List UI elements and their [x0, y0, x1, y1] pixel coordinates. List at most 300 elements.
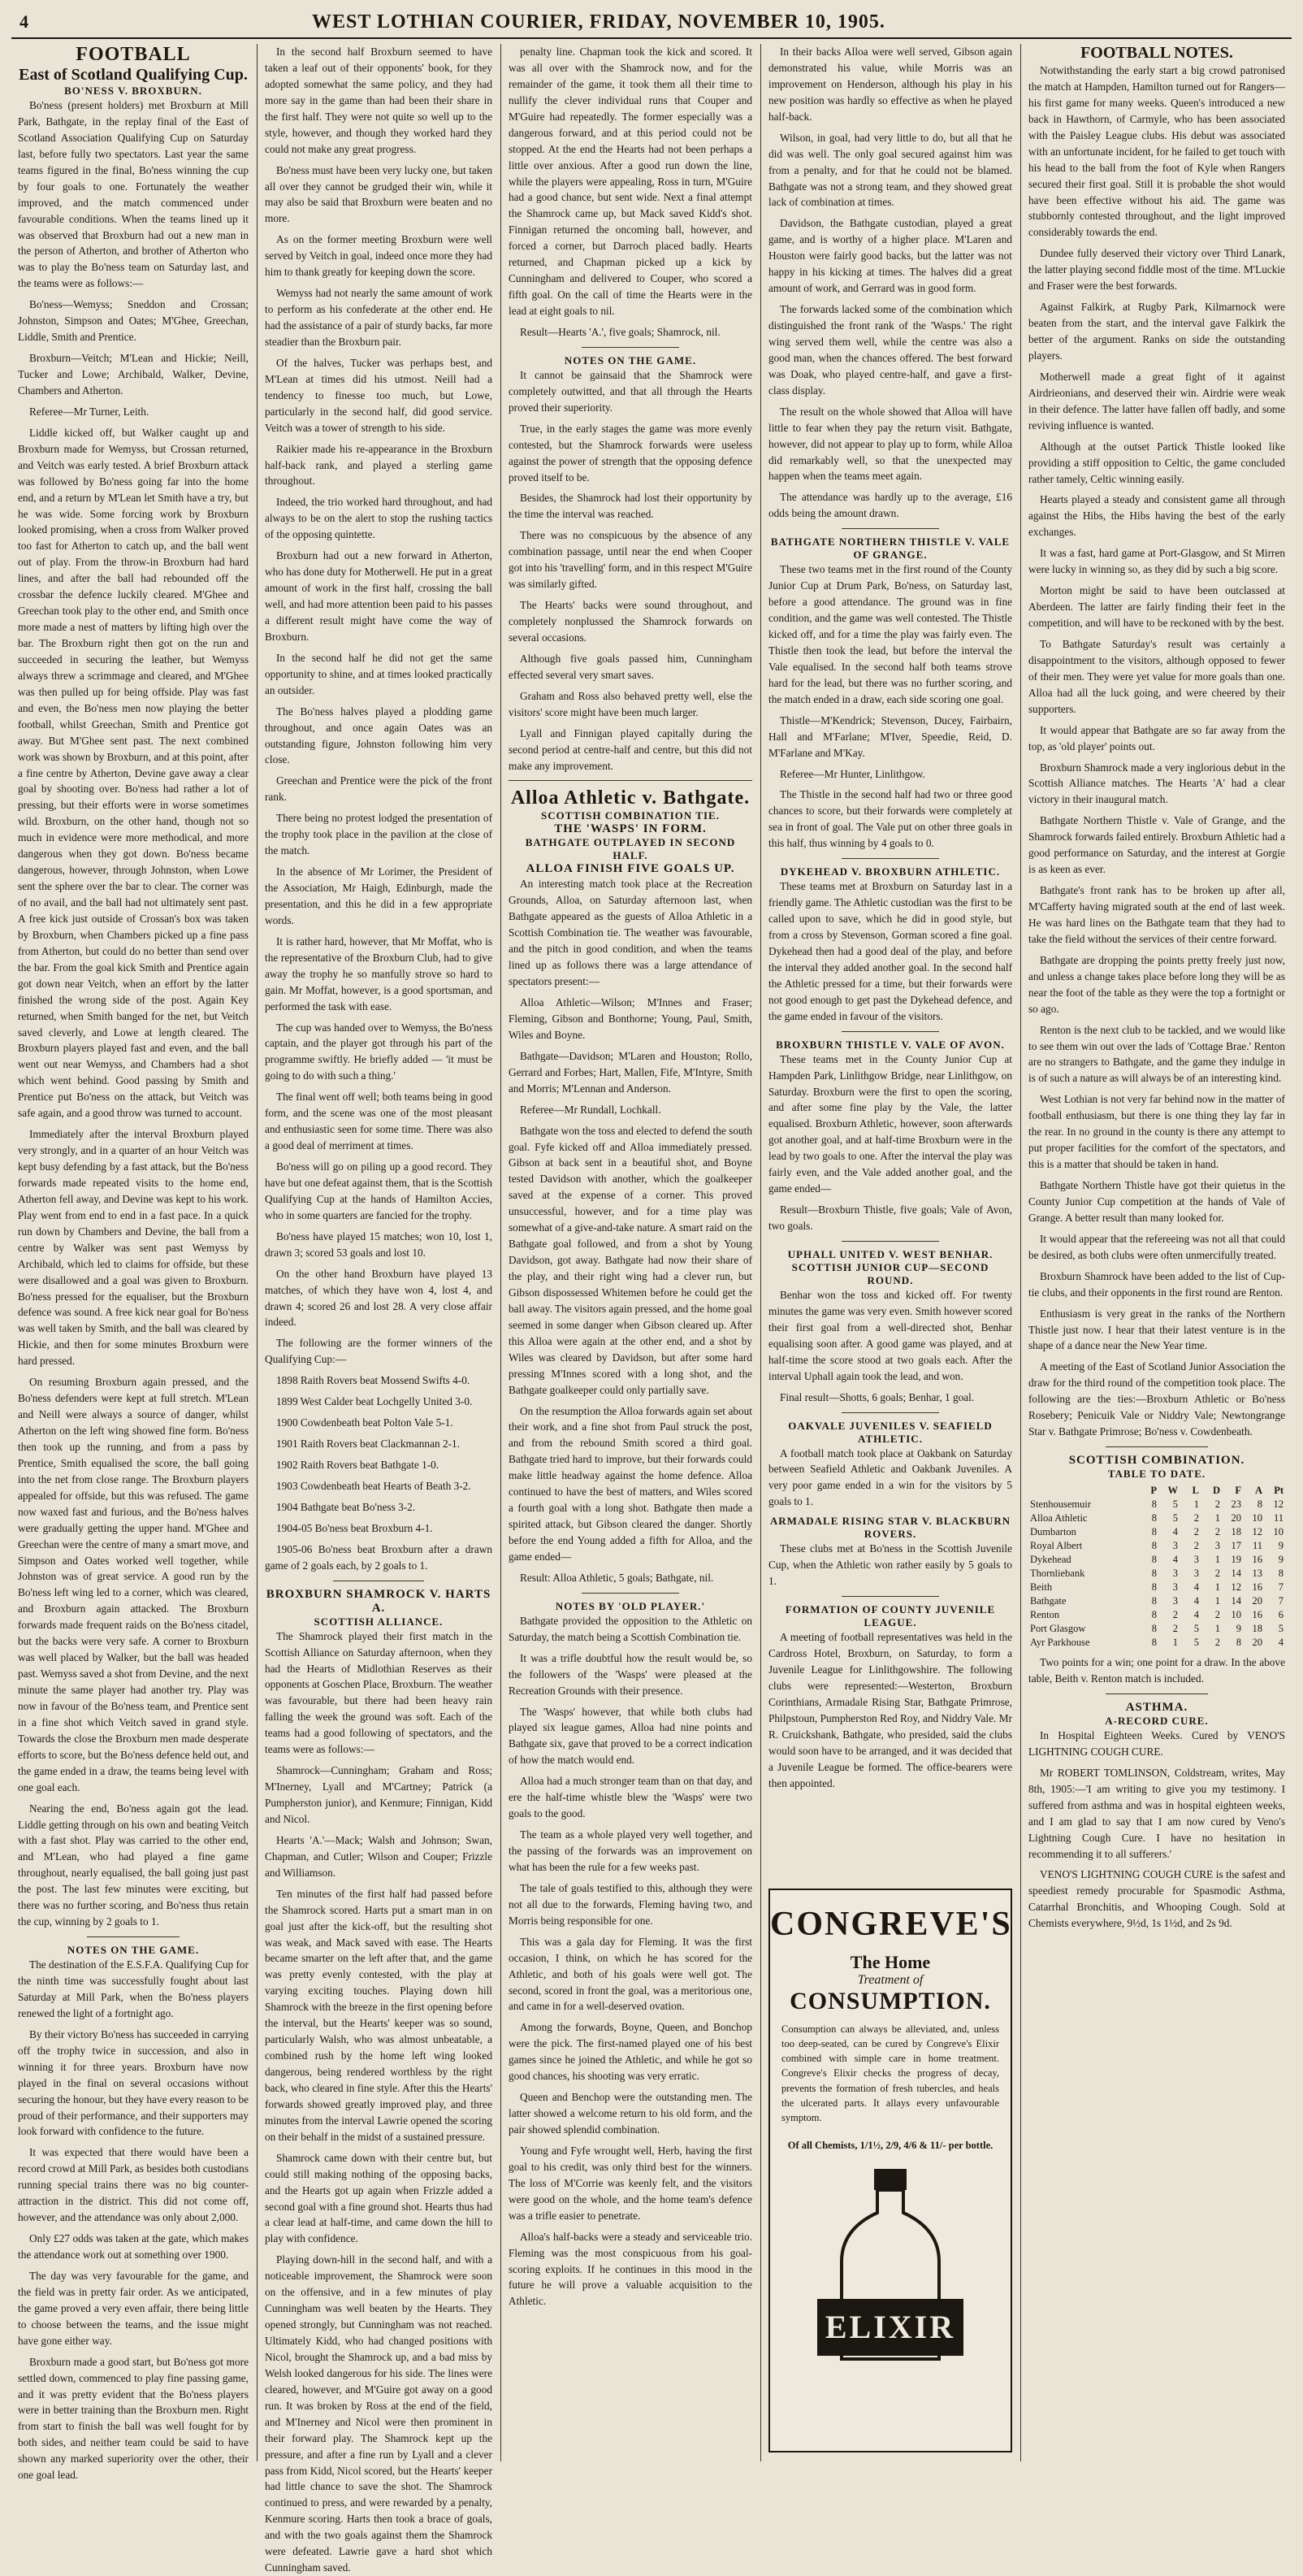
table-row [1028, 1525, 1285, 1539]
league-cell: 2 [1193, 1540, 1199, 1552]
league-team-name: Renton [1030, 1609, 1060, 1621]
paragraph: Broxburn made a good start, but Bo'ness got more settled down, commenced to play fine passing game, and it was pretty evident that the Bo'ness players were in better training than the Broxburn men. Right from start to finish the ball was well fought for by both sides, and neither team could be said to have shown any marked superiority over the other, their one goal lead. [18, 2355, 249, 2482]
article-subheading: THE 'WASPS' IN FORM. [554, 822, 707, 836]
divider [842, 858, 939, 859]
league-cell: 4 [1193, 1609, 1199, 1621]
paragraph: Besides, the Shamrock had lost their opportunity by the time the interval was reached. [509, 492, 752, 521]
advert-body: Consumption can always be alleviated, and, unless too deep-seated, can be cured by Congreve's Elixir combined with simple care in home treatment. Congreve's Elixir checks the progress of decay, prevents the formation of fresh tubercles, and heals the ulcerated parts. It allays every unfavourable symptom. [781, 2023, 999, 2123]
league-cell: 14 [1231, 1568, 1241, 1580]
notes-body [509, 1613, 752, 2138]
paragraph: The destination of the E.S.F.A. Qualifying Cup for the ninth time was successfully fought about last Saturday at Mill Park, when the Bo'ness players renewed the light of a fortnight ago. [18, 1958, 249, 2019]
notes-heading: NOTES BY 'OLD PLAYER.' [555, 1599, 706, 1612]
paragraph: 1903 Cowdenbeath beat Hearts of Beath 3-2. [276, 1479, 471, 1492]
paragraph: VENO'S LIGHTNING COUGH CURE is the safest and speediest remedy procurable for Spasmodic Asthma, Catarrhal Bronchitis, and Whooping Cough. Sold at Chemists everywhere, 9½d, 1s 1½d, and 2s 9d. [1028, 1868, 1285, 1930]
league-cell: 2 [1193, 1512, 1199, 1524]
notes-body [509, 2143, 752, 2309]
column-5 [1022, 44, 1292, 2461]
paragraph: Wilson, in goal, had very little to do, but all that he did was well. The only goal secured against him was from a penalty, and for that he could not be blamed. Bathgate was not a strong team, and they showed great lack of combination at times. [768, 131, 1012, 209]
league-cell: 5 [1172, 1512, 1178, 1524]
paragraph: Greechan and Prentice were the pick of the front rank. [265, 774, 492, 804]
league-header-cell: F [1235, 1485, 1241, 1497]
table-row [1028, 1553, 1285, 1567]
league-team-name: Port Glasgow [1030, 1623, 1086, 1635]
table-row [1028, 1498, 1285, 1511]
elixir-bottle-illustration [817, 2164, 963, 2367]
league-header-cell: W [1167, 1485, 1178, 1497]
section-heading: FOOTBALL [76, 44, 191, 65]
league-cell: 2 [1214, 1498, 1220, 1511]
league-cell: 5 [1193, 1637, 1199, 1649]
league-header-cell: P [1150, 1485, 1157, 1497]
paragraph: By their victory Bo'ness has succeeded in carrying off the trophy twice in succession, and also in winning it for three years. Broxburn have now played in the final on several occasions without securing the honour, but they have every reason to be proud of their performance, and their supporters may look forward with confidence to the future. [18, 2027, 249, 2138]
article-subheading: BO'NESS V. BROXBURN. [64, 85, 202, 97]
paragraph: There being no protest lodged the presentation of the trophy took place in the pavilion at the close of the match. [265, 812, 492, 857]
paragraph: Notwithstanding the early start a big crowd patronised the match at Hampden, Hamilton turned out for Rangers—his first game for many weeks. Queen's introduced a new back in Hawthorn, of Carmyle, who has been associated with the Paisley League clubs. His debut was associated with an unfortunate incident, for he failed to get touch with his head to the ball from the foot of Kyle when Rangers secured their first goal. Still it is probable the shot would have been effective without his aid. The game was stubbornly contested throughout, and the light improved considerably towards the end. [1028, 64, 1285, 239]
paragraph: Final result—Shotts, 6 goals; Benhar, 1 goal. [780, 1390, 975, 1403]
paragraph: Lyall and Finnigan played capitally during the second period at centre-half and centre, but this did not make any improvement. [509, 726, 752, 772]
article-body [18, 98, 249, 1930]
paragraph: It would appear that the refereeing was not all that could be desired, as both clubs were often unmercifully treated. [1028, 1232, 1285, 1261]
league-cell: 3 [1193, 1554, 1199, 1566]
article-body [265, 1628, 492, 2576]
league-cell: 5 [1172, 1498, 1178, 1511]
league-cell: 3 [1172, 1595, 1178, 1607]
article-headline: East of Scotland Qualifying Cup. [19, 66, 248, 84]
article-headline: OAKVALE JUVENILES V. SEAFIELD ATHLETIC. [788, 1419, 993, 1445]
article-headline: BROXBURN SHAMROCK V. HARTS A. [266, 1587, 491, 1615]
article-headline: BROXBURN THISTLE V. VALE OF AVON. [776, 1038, 1005, 1051]
paragraph: Bo'ness (present holders) met Broxburn at Mill Park, Bathgate, in the replay final of the East of Scotland Association Qualifying Cup on Saturday last, before fully two spectators. Last year the same teams figured in the final, Bo'ness winning the cup by four goals to one. Fortunately the weather improved, and the match commenced under favourable conditions. When the teams lined up it was observed that Broxburn had out a new man in the person of Atherton, and brother of Atherton who was to play the Bo'ness team on Saturday last, and the teams were as follows:— [18, 99, 249, 290]
paragraph: In the second half Broxburn seemed to have taken a leaf out of their opponents' book, for they adopted somewhat the same policy, and they had more say in the game than had been their share in the first half. They were not quite so well up to the style, however, and though they worked hard they could not make any great progress. [265, 46, 492, 155]
advert-product-name: ELIXIR [817, 2299, 963, 2356]
paragraph: As on the former meeting Broxburn were well served by Veitch in goal, indeed once more they had him to thank greatly for keeping down the score. [265, 233, 492, 279]
paragraph: Hearts played a steady and consistent game all through against the Hibs, the Hibs having the best of the early exchanges. [1028, 493, 1285, 539]
league-cell: 23 [1231, 1498, 1241, 1511]
paragraph: The cup was handed over to Wemyss, the Bo'ness captain, and the player got through his part of the programme swiftly. He briefly added — 'it must be going to do with such a thing.' [265, 1021, 492, 1082]
paragraph: On resuming Broxburn again pressed, and the Bo'ness defenders were kept at full stretch. M'Lean and Neill were always a source of danger, whilst Atherton on the left wing showed fine form. Bo'ness then took up the running, and from a pass by Prentice, Smith equalised the score, the ball going into the net from close range. The Broxburn players appealed for offside, but this was refused. The game now waxed fast and furious, and the Bo'ness halves were gradually getting the upper hand. M'Ghee and Greechan were the centre of many a smart move, and Simpson and Oates worked well together, while Johnston was of great service. A good run by the Bo'ness left wing led to a corner, which was cleared, and Broxburn again attacked. The Broxburn forwards made frequent raids on the Bo'ness citadel, but the backs were very safe. A corner to Broxburn was well placed by Walker, but the ball was headed past. Wemyss saved a shot from Devine, and the next minute the same player had another try. Play was now in favour of the Bo'ness team, and Prentice sent in a fine shot which Veitch saved in grand style. Towards the close the Broxburn men made desperate efforts to score, but the Bo'ness defence held out, and the game ended in a draw, the teams being level with one goal each. [18, 1376, 249, 1793]
paragraph: Mr ROBERT TOMLINSON, Coldstream, writes, May 8th, 1905:—'I am writing to give you my testimony. I suffered from asthma and was in hospital eighteen weeks, and I am glad to say that I am now cured by Veno's Lightning Cough Cure. I have no hesitation in recommending it to all sufferers.' [1028, 1766, 1285, 1860]
league-cell: 12 [1231, 1581, 1241, 1594]
league-table-subheading: TABLE TO DATE. [1107, 1468, 1206, 1481]
paragraph: Broxburn Shamrock have been added to the list of Cup-tie clubs, and their opponents in the first round are Renton. [1028, 1269, 1285, 1299]
paragraph: Result—Broxburn Thistle, five goals; Vale of Avon, two goals. [768, 1203, 1012, 1232]
paragraph: Against Falkirk, at Rugby Park, Kilmarnock were beaten from the start, and the interval gave Falkirk the better of the argument. Ranks on side the outstanding players. [1028, 301, 1285, 362]
divider [842, 1412, 939, 1413]
league-cell: 8 [1151, 1540, 1157, 1552]
article-headline: BATHGATE NORTHERN THISTLE V. VALE OF GRANGE. [770, 536, 1011, 562]
divider [509, 780, 752, 781]
notes-heading: NOTES ON THE GAME. [564, 353, 697, 366]
league-cell: 11 [1273, 1512, 1284, 1524]
article-subheading: SCOTTISH COMBINATION TIE. [541, 809, 720, 822]
paragraph: The result on the whole showed that Alloa will have little to fear when they pay the return visit. Bathgate, however, did not appear to play up to form, while Alloa did remarkably well, so that the unexpected may happen when the teams meet again. [768, 405, 1012, 483]
league-cell: 6 [1278, 1609, 1284, 1621]
paragraph: Broxburn Shamrock made a very inglorious debut in the Scottish Alliance matches. The Hearts 'A' had a clear victory in their inaugural match. [1028, 761, 1285, 806]
league-cell: 12 [1252, 1526, 1262, 1538]
article-body [768, 878, 1012, 1024]
league-cell: 2 [1214, 1568, 1220, 1580]
article-body [768, 1287, 1012, 1406]
paragraph: The final went off well; both teams being in good form, and the scene was one of the most pleasant and enthusiastic seen for some time. There was also a good deal of merriment at times. [265, 1091, 492, 1152]
paragraph: Alloa's half-backs were a steady and serviceable trio. Fleming was the most conspicuous from his goal-scoring exploits. If he continues in this mood in the future he will prove a valuable acquisition to the Athletic. [509, 2230, 752, 2308]
article-body [265, 44, 492, 1368]
advert-tagline: Treatment of [857, 1973, 924, 1987]
divider [1106, 1446, 1208, 1447]
league-table-heading: SCOTTISH COMBINATION. [1068, 1454, 1245, 1468]
paragraph: 1905-06 Bo'ness beat Broxburn after a drawn game of 2 goals each, by 2 goals to 1. [265, 1542, 492, 1572]
paragraph: It cannot be gainsaid that the Shamrock were completely outwitted, and that all through the Hearts proved their superiority. [509, 368, 752, 414]
paragraph: It is rather hard, however, that Mr Moffat, who is the representative of the Broxburn Club, had to give away the trophy he so manfully strove so hard to gain. Mr Moffat, however, is a good sportsman, and performed the task with ease. [265, 935, 492, 1013]
league-cell: 1 [1172, 1637, 1178, 1649]
column-1 [11, 44, 255, 2482]
paragraph: Raikier made his re-appearance in the Broxburn half-back rank, and played a sterling game throughout. [265, 442, 492, 488]
league-cell: 8 [1151, 1595, 1157, 1607]
paragraph: Bathgate's front rank has to be broken up after all, M'Cafferty having migrated south at the end of last week. He was hard lines on the Bathgate team that they had to take the field without the services of their centre forward. [1028, 884, 1285, 945]
paragraph: Although at the outset Partick Thistle looked like providing a stiff opposition to Celtic, the game concluded rather tamely, Celtic winning easily. [1028, 440, 1285, 485]
article-headline: FORMATION OF COUNTY JUVENILE LEAGUE. [785, 1603, 996, 1629]
paragraph: A football match took place at Oakbank on Saturday between Seafield Athletic and Oakbank Juveniles. A very poor game ended in a win for the visitors by 5 goals to 1. [768, 1446, 1012, 1508]
league-cell: 3 [1214, 1540, 1220, 1552]
paragraph: Hearts 'A.'—Mack; Walsh and Johnson; Swan, Chapman, and Cutler; Wilson and Couper; Frizzle and Williamson. [265, 1833, 492, 1879]
paragraph: These two teams met in the first round of the County Junior Cup at Drum Park, Bo'ness, on Saturday last, before a good attendance. The ground was in fine condition, and the game was well contested. The Thistle kicked off, and for a time the play was fairly even. The Thistle then took the lead, but before the interval the Vale equalised. In the second half both teams strove hard for the lead, but there was no further scoring, and the match ended in a draw, each side scoring one goal. [768, 563, 1012, 705]
notes-body [18, 1957, 249, 2483]
divider [842, 1031, 939, 1032]
column-4 [762, 44, 1019, 2461]
league-cell: 1 [1214, 1554, 1220, 1566]
league-cell: 8 [1236, 1637, 1241, 1649]
paragraph: 1898 Raith Rovers beat Mossend Swifts 4-0. [276, 1374, 470, 1387]
paragraph: Of the halves, Tucker was perhaps best, and M'Lean at times did his utmost. Neill had a tendency to finesse too much, but Lowe, particularly in the second half, did good service. Veitch was a tower of strength to his side. [265, 356, 492, 434]
league-cell: 8 [1151, 1526, 1157, 1538]
league-header-cell [1028, 1484, 1137, 1498]
table-row [1028, 1581, 1285, 1594]
league-cell: 16 [1252, 1581, 1262, 1594]
paragraph: Referee—Mr Hunter, Linlithgow. [780, 767, 925, 780]
article-subheading: ALLOA FINISH FIVE GOALS UP. [526, 862, 735, 876]
league-cell: 2 [1214, 1637, 1220, 1649]
table-row [1028, 1539, 1285, 1553]
paragraph: 1901 Raith Rovers beat Clackmannan 2-1. [276, 1438, 460, 1451]
paragraph: Immediately after the interval Broxburn played very strongly, and in a quarter of an hour Veitch was kept busy defending by a fast attack, but the Bo'ness forwards made repeated visits to the home end, Atherton fell away, and Devine was kept to his work. Play went from end to end in a fast pace. In a quick run down by Chambers and Devine, the ball from a centre by Walker was sent past Wemyss by Archibald, which led to claims for offside, but these were disallowed and a goal was given to Broxburn. Bo'ness pressed for the equaliser, but the Broxburn defence was sound. A free kick near goal for Bo'ness was well taken by Smith, and the ball was cleared by Hickie, and then for some minutes Broxburn were hard pressed. [18, 1128, 249, 1368]
league-cell: 2 [1172, 1609, 1178, 1621]
advert-subheading: A-RECORD CURE. [1105, 1714, 1209, 1727]
paragraph: The Bo'ness halves played a plodding game throughout, and once again Oates was an outstanding figure, Johnston following him very close. [265, 705, 492, 766]
paragraph: Shamrock came down with their centre but, but could still making nothing of the opposing backs, and the Hearts got up again when Frizzle added a second goal with a fine ground shot. Hearts thus had a clear lead at half-time, and came down the hill to play with confidence. [265, 2151, 492, 2245]
paragraph: The tale of goals testified to this, although they were not all due to the forwards, Fleming having two, and Morris being responsible for one. [509, 1881, 752, 1927]
league-cell: 4 [1172, 1554, 1178, 1566]
paragraph: The attendance was hardly up to the average, £16 odds being the amount drawn. [768, 491, 1012, 520]
paragraph: Bathgate won the toss and elected to defend the south goal. Fyfe kicked off and Alloa immediately pressed. Gibson at back sent in a beautiful shot, and Boyne tested Davidson with another, which the goalkeeper saved at the expense of a corner. This proved unsuccessful, however, and for a time play was somewhat of a give-and-take nature. A smart raid on the Bathgate goal followed, and from a shot by Young Davidson, got away. Bathgate had now their share of the play, and their right wing had a clever run, but Gibson dispossessed Whitemen before he could get the ball away. The visitors again pressed, and the home goal seemed in some danger when Gibson cleared up. After this Alloa were again at the other end, and a shot by Wiles was cleared by Davidson, but after some hard pressing M'Innes scored with a long shot, and the Bathgate goalkeeper could only partially save. [509, 1124, 752, 1396]
league-cell: 19 [1231, 1554, 1241, 1566]
paragraph: Bo'ness have played 15 matches; won 10, lost 1, drawn 3; scored 53 goals and lost 10. [265, 1229, 492, 1259]
league-team-name: Dykehead [1030, 1554, 1071, 1566]
article-subheading: BATHGATE OUTPLAYED IN SECOND HALF. [525, 836, 736, 862]
page-number: 4 [19, 11, 28, 32]
league-cell: 20 [1252, 1637, 1262, 1649]
league-cell: 8 [1151, 1568, 1157, 1580]
league-cell: 16 [1252, 1609, 1262, 1621]
league-cell: 9 [1278, 1540, 1284, 1552]
paragraph: The team as a whole played very well together, and the passing of the forwards was an improvement on what has been the rule for a few weeks past. [509, 1828, 752, 1873]
paragraph: The 'Wasps' however, that while both clubs had played six league games, Alloa had nine points and Bathgate six, gave that proved to be a correct indication of how the match would end. [509, 1705, 752, 1767]
paragraph: This was a gala day for Fleming. It was the first occasion, I think, on which he has scored for the Athletic, and both of his goals were well got. The second, scored in front the goal, was a meritorious one, and came in for a well-deserved ovation. [509, 1935, 752, 2013]
paragraph: Motherwell made a great fight of it against Airdrieonians, and deserved their win. Airdrie were weak in their defence. The latter have fallen off badly, and some reviving influence is wanted. [1028, 370, 1285, 432]
article-body [1028, 63, 1285, 1440]
article-subheading: SCOTTISH ALLIANCE. [314, 1615, 444, 1628]
paragraph: In the absence of Mr Lorimer, the President of the Association, Mr Haigh, Edinburgh, made the presentation, and this he did in a few appropriate words. [265, 865, 492, 926]
divider [842, 1596, 939, 1597]
article-headline: ARMADALE RISING STAR V. BLACKBURN ROVERS. [769, 1515, 1011, 1541]
paragraph: 1900 Cowdenbeath beat Polton Vale 5-1. [276, 1416, 453, 1429]
column-rule [760, 44, 761, 2461]
league-cell: 4 [1278, 1637, 1284, 1649]
divider [87, 1936, 180, 1937]
paragraph: The Shamrock played their first match in the Scottish Alliance on Saturday afternoon, when they had the Hearts of Midlothian Reserves as their opponents at Goschen Place, Broxburn. The weather was favourable, but there had been heavy rain falling the week the ground was soft. Each of the teams had a good following of spectators, and the teams were as follows:— [265, 1629, 492, 1756]
article-body [768, 562, 1012, 852]
league-table-body [1028, 1498, 1285, 1650]
paragraph: Result—Hearts 'A.', five goals; Shamrock, nil. [520, 325, 721, 338]
paragraph: Referee—Mr Turner, Leith. [29, 405, 149, 418]
paragraph: Result: Alloa Athletic, 5 goals; Bathgate, nil. [520, 1571, 714, 1584]
paragraph: Young and Fyfe wrought well, Herb, having the first goal to his credit, was only third best for the winners. The loss of M'Corrie was keenly felt, and the visitors were good on the whole, and the home team's defence was a trifle easier to penetrate. [509, 2144, 752, 2222]
paragraph: Morton might be said to have been outclassed at Aberdeen. The latter are fairly finding their feet in the competition, and will have to be reckoned with by the best. [1028, 584, 1285, 629]
league-team-name: Bathgate [1030, 1595, 1067, 1607]
table-row [1028, 1636, 1285, 1650]
paragraph: 1904-05 Bo'ness beat Broxburn 4-1. [276, 1521, 433, 1534]
league-cell: 11 [1252, 1540, 1262, 1552]
paragraph: It was a fast, hard game at Port-Glasgow, and St Mirren were lucky in winning so, as they did by such a big score. [1028, 547, 1285, 576]
paragraph: Bathgate—Davidson; M'Laren and Houston; Rollo, Gerrard and Forbes; Hart, Mallen, Fife, M'Intyre, Smith and Morris; M'Lennan and Anderson. [509, 1049, 752, 1095]
article-body [768, 1629, 1012, 1791]
paragraph: Dundee fully deserved their victory over Third Lanark, the latter playing second fiddle most of the time. M'Luckie and Fraser were the best forwards. [1028, 247, 1285, 293]
paragraph: It was a trifle doubtful how the result would be, so the followers of the 'Wasps' were pleased at the Recreation Grounds with their presence. [509, 1651, 752, 1697]
league-cell: 8 [1278, 1568, 1284, 1580]
league-cell: 8 [1151, 1609, 1157, 1621]
league-cell: 4 [1172, 1526, 1178, 1538]
paragraph: Playing down-hill in the second half, and with a noticeable improvement, the Shamrock were soon on the offensive, and in a few minutes of play Cunningham was well beaten by the Hearts. They opened strongly, but Cunningham was not reached. Ultimately Kidd, who had changed positions with Nicol, brought the Shamrock up, and a bad miss by Welsh looked dangerous for his side. The lines were cleared, however, and M'Guire got away on a good run. It was broken by Ross at the end of the field, and M'Inerney and Nicol were then prominent in their forward play. The Shamrock kept up the pressure, and after a fine run by Lyall and a clever pass from Kidd, Nicol scored, but the Hearts' keeper had little chance to save the shot. The Shamrock continued to press, and were rewarded by a penalty, Kenmure scoring. Harts then took a brace of goals, and with the two goals against them the Shamrock were defeated. Lawrie gave a hard shot which Cunningham saved. [265, 2253, 492, 2574]
paragraph: The day was very favourable for the game, and the field was in pretty fair order. As we anticipated, the game proved a very even affair, there being little to choose between the teams, and the issue might have gone either way. [18, 2269, 249, 2347]
league-cell: 20 [1231, 1512, 1241, 1524]
table-row [1028, 1622, 1285, 1636]
league-cell: 10 [1252, 1512, 1262, 1524]
article-headline: UPHALL UNITED V. WEST BENHAR. [787, 1247, 993, 1260]
league-cell: 8 [1151, 1623, 1157, 1635]
league-header-cell: L [1192, 1485, 1199, 1497]
notes-heading: NOTES ON THE GAME. [67, 1944, 200, 1957]
paragraph: Indeed, the trio worked hard throughout, and had always to be on the alert to stop the rushing tactics of the opposing quintette. [265, 496, 492, 541]
advert-body [1028, 1728, 1285, 1932]
paragraph: Bo'ness will go on piling up a good record. They have but one defeat against them, that is the Scottish Qualifying Cup at the hands of Hamilton Accies, who in some quarters are fancied for the trophy. [265, 1160, 492, 1221]
paragraph: There was no conspicuous by the absence of any combination passage, until near the end when Cooper got into his 'travelling' form, and in this respect M'Guire was similarly gifted. [509, 529, 752, 591]
article-body [768, 1446, 1012, 1511]
league-cell: 5 [1193, 1623, 1199, 1635]
paragraph: Shamrock—Cunningham; Graham and Ross; M'Inerney, Lyall and M'Cartney; Patrick (a Pumpherston junior), and Kenmure; Finnigan, Kidd and Nicol. [265, 1764, 492, 1825]
advert-tagline: The Home [850, 1952, 931, 1972]
paragraph: Enthusiasm is very great in the ranks of the Northern Thistle just now. I hear that their latest venture is in the shape of a dance near the New Year time. [1028, 1307, 1285, 1352]
columns [11, 44, 1292, 2574]
paragraph: True, in the early stages the game was more evenly contested, but the Shamrock forwards were useless against the power of strength that the opposing defence proved itself to be. [509, 422, 752, 484]
paragraph: Liddle kicked off, but Walker caught up and Broxburn made for Wemyss, but Crossan returned, and Veitch was early tested. A brief Broxburn attack was followed by Bo'ness going far into the home end, and a return by M'Lean let Smith have a try, but he was wide. Some forcing work by Broxburn looked promising, when a cross from Walker proved too fast for Atherton to catch up, and the ball went out of play. From the throw-in Broxburn had hard lines, and after the ball had rebounded off the crossbar the defence luckily cleared. M'Ghee and Greechan took play to the other end, and Smith once more made a nest of matters by lifting high over the bar. The Broxburn right then got on the run and succeeded in securing the leather, but Wemyss always threw a scrimmage and cleared, and M'Ghee was then pulled up for being offside. Play was fast and even, the Bo'ness men now playing the better football, whilst Greechan, Smith and Prentice got away. But M'Ghee sent past. The next combined work was shown by Broxburn, and at this point, after a fine centre by Atherton, Devine gave away a clear goal by shooting over. Bo'ness had rather a lot of pressing, but their efforts were in worse sometimes wild. Broxburn, on the other hand, though not so much in evidence were more methodical, and more dangerous when they got down. Bo'ness became dangerous, however, through Johnston, when Lowe sent the sphere over the bar to clear. The corner was of no avail, and the ball had not ultimately sent past. A free kick just outside of Crossan's box was taken by Broxburn, when Chambers picked up a fine pass from Atherton, but could do no better than send over the bar. From the goal kick Smith and Prentice again got down near Veitch, when an effort by the latter finished the wrong side of the post. Again Key returned, when Smith banged for the net, but Veitch saved cleverly, and Lowe at length cleared. The Broxburn players played fast and even, and the ball went out near Wemyss, and Chambers had a shot which went behind. Good passing by Smith and Prentice put Bo'ness on the attack, but Veitch was safe again, and a good throw was turned to account. [18, 426, 249, 1120]
league-team-name: Ayr Parkhouse [1030, 1637, 1090, 1649]
paragraph: Alloa had a much stronger team than on that day, and ere the half-time whistle blew the 'Wasps' were two goals to the good. [509, 1775, 752, 1820]
paragraph: It would appear that Bathgate are so far away from the top, as 'old player' points out. [1028, 723, 1285, 752]
divider [582, 347, 679, 348]
masthead [11, 10, 1292, 39]
paragraph: West Lothian is not very far behind now in the matter of football enthusiasm, but there is one thing they lay far in the rear. In no ground in the county is there any attempt to put proper facilities for the comfort of the spectators, and this is a matter that should be taken in hand. [1028, 1093, 1285, 1171]
league-cell: 3 [1172, 1568, 1178, 1580]
paragraph: The Thistle in the second half had two or three good chances to score, but their forwards were completely at sea in front of goal. The Vale put on other three goals in this half, thus winning by 4 goals to 0. [768, 788, 1012, 850]
paragraph: In their backs Alloa were well served, Gibson again demonstrated his value, while Morris was an improvement on Henderson, although his play in his new position was hardly so effective as when he played half-back. [768, 46, 1012, 123]
divider [842, 528, 939, 529]
league-cell: 12 [1273, 1498, 1284, 1511]
article-body [768, 1541, 1012, 1589]
column-3 [502, 44, 759, 2461]
league-header-row [1028, 1484, 1285, 1498]
league-cell: 1 [1214, 1512, 1220, 1524]
paragraph: Among the forwards, Boyne, Queen, and Bonchop were the pick. The first-named played one of his best games since he joined the Athletic, and while he got so good chances, his shooting was very erratic. [509, 2021, 752, 2083]
paragraph: Wemyss had not nearly the same amount of work to perform as his confederate at the other end. He had the assistance of a pair of sturdy backs, far more steadier than the Broxburn pair. [265, 287, 492, 348]
article-body [509, 876, 752, 1585]
advert-tagline: CONSUMPTION. [790, 1988, 991, 2014]
page-title: WEST LOTHIAN COURIER, FRIDAY, NOVEMBER 10, 1905. [312, 11, 885, 33]
league-note: Two points for a win; one point for a draw. In the above table, Beith v. Renton match is included. [1028, 1656, 1285, 1685]
league-team-name: Beith [1030, 1581, 1053, 1594]
league-cell: 8 [1257, 1498, 1262, 1511]
paragraph: Broxburn had out a new forward in Atherton, who has done duty for Motherwell. He put in a great amount of work in the first half, crossing the ball well, and had more attention been paid to his passes a different result might have come the way of Broxburn. [265, 549, 492, 643]
paragraph: Queen and Benchop were the outstanding men. The latter showed a welcome return to his old form, and the pair showed splendid combination. [509, 2091, 752, 2136]
divider [1106, 1693, 1208, 1694]
table-row [1028, 1511, 1285, 1525]
league-cell: 8 [1151, 1512, 1157, 1524]
league-cell: 3 [1172, 1540, 1178, 1552]
league-table [1028, 1484, 1285, 1650]
paragraph: penalty line. Chapman took the kick and scored. It was all over with the Shamrock now, and for the remainder of the game, it took them all their time to nullify the clever individual runs that Couper and M'Guire had repeatedly. The former especially was a dangerous forward, and at this period could not be stopped. At the end the Hearts had not been perhaps a little over anxious. After a good run down the line, while the players were appealing, Ross in turn, M'Guire had a good chance, but sent wide. Next a final attempt the Shamrock came up, but Mack saved Kidd's shot. Finnigan returned the oncoming ball, however, and forced a corner, but Darroch placed badly. Hearts returned, and Chapman picked up a kick by Cunningham and delivered to Couper, who scored a fifth goal. On the call of time the Hearts were in the lead at eight goals to nil. [509, 46, 752, 317]
league-cell: 4 [1193, 1581, 1199, 1594]
league-cell: 3 [1172, 1581, 1178, 1594]
paragraph: Thistle—M'Kendrick; Stevenson, Ducey, Fairbairn, Hall and M'Farlane; M'Iver, Speedie, Reid, D. M'Farlane and M'Kay. [768, 713, 1012, 759]
paragraph: Renton is the next club to be tackled, and we would like to see them win out over the lads of 'Cottage Brae.' Renton are no strangers to Bathgate, and the game they indulge in is of such a nature as will always be of an interesting kind. [1028, 1023, 1285, 1085]
league-cell: 2 [1214, 1609, 1220, 1621]
article-body [509, 44, 752, 340]
paragraph: Bathgate Northern Thistle have got their quietus in the County Junior Cup competition at the hands of Vale of Grange. A better result than many looked for. [1028, 1179, 1285, 1224]
paragraph: Nearing the end, Bo'ness again got the lead. Liddle getting through on his own and beating Veitch with a fast shot. Play was carried to the other end, and M'Lean, who had played a fine game throughout, nearly equalised, the ball going just past the post. The last few minutes were exciting, but there was no further scoring, and Bo'ness thus retain the cup, winning by 2 goals to 1. [18, 1802, 249, 1928]
paragraph: An interesting match took place at the Recreation Grounds, Alloa, on Saturday afternoon last, when Bathgate appeared as the guests of Alloa Athletic in a Scottish Combination tie. The weather was favourable, and the pitch in good condition, and when the teams lined up as follows there was a large attendance of spectators present:— [509, 878, 752, 988]
league-cell: 9 [1278, 1554, 1284, 1566]
paragraph: 1902 Raith Rovers beat Bathgate 1-0. [276, 1459, 439, 1471]
league-cell: 8 [1151, 1581, 1157, 1594]
article-body [768, 1052, 1012, 1234]
league-cell: 1 [1214, 1623, 1220, 1635]
league-cell: 7 [1278, 1595, 1284, 1607]
advert-price: Of all Chemists, 1/1½, 2/9, 4/6 & 11/- per bottle. [787, 2139, 993, 2151]
article-body [768, 44, 1012, 522]
paragraph: The following are the former winners of the Qualifying Cup:— [265, 1337, 492, 1366]
divider [582, 1593, 679, 1594]
league-cell: 10 [1231, 1609, 1241, 1621]
notes-body [509, 367, 752, 774]
paragraph: Only £27 odds was taken at the gate, which makes the attendance work out at something over 1900. [18, 2232, 249, 2261]
paragraph: Bathgate provided the opposition to the Athletic on Saturday, the match being a Scottish Combination tie. [509, 1614, 752, 1643]
paragraph: Although five goals passed him, Cunningham effected several very smart saves. [509, 652, 752, 681]
league-team-name: Alloa Athletic [1030, 1512, 1088, 1524]
advert-brand: CONGREVE'S [770, 1906, 1012, 1943]
paragraph: Alloa Athletic—Wilson; M'Innes and Fraser; Fleming, Gibson and Bonthorne; Young, Paul, Smith, Wiles and Boyne. [509, 996, 752, 1041]
paragraph: These teams met at Broxburn on Saturday last in a friendly game. The Athletic custodian was the first to be called upon to save, which he did in good style, but from a cross by Stevenson, Gorman scored a fine goal. Dykehead then had a good deal of the play, and before the interval they added another goal. In the second half the Athletic pressed for a time, but their forwards were not good enough to get past the Dykehead defence, and the game ended in favour of the visitors. [768, 880, 1012, 1022]
paragraph: A meeting of football representatives was held in the Cardross Hotel, Broxburn, on Saturday, to form a Juvenile League for Linlithgowshire. The following clubs were represented:—Westerton, Broxburn Corinthians, Armadale Rising Star, Bathgate Primrose, Philpstoun, Pumpherston Red Roy, and Niddry Vale. Mr R. Cruickshank, Bathgate, who presided, said the clubs would soon have to be arranged, and it was decided that a Juvenile League be formed. The office-bearers were then appointed. [768, 1631, 1012, 1789]
league-cell: 5 [1278, 1623, 1284, 1635]
league-cell: 20 [1252, 1595, 1262, 1607]
paragraph: It was expected that there would have been a record crowd at Mill Park, as besides both custodians running special trains there was no big counter-attraction in the district. This did not come off, however, and the attendance was only about 2,000. [18, 2146, 249, 2224]
league-cell: 7 [1278, 1581, 1284, 1594]
league-cell: 2 [1172, 1623, 1178, 1635]
league-cell: 1 [1214, 1595, 1220, 1607]
paragraph: On the other hand Broxburn have played 13 matches, of which they have won 4, lost 4, and drawn 4; scored 26 and lost 28. A very close affair indeed. [265, 1267, 492, 1329]
league-cell: 8 [1151, 1554, 1157, 1566]
league-header-cell: Pt [1274, 1485, 1284, 1497]
paragraph: 1899 West Calder beat Lochgelly United 3-0. [276, 1395, 473, 1408]
league-cell: 18 [1252, 1623, 1262, 1635]
section-heading: FOOTBALL NOTES. [1080, 44, 1233, 62]
league-team-name: Thornliebank [1030, 1568, 1085, 1580]
league-cell: 4 [1193, 1595, 1199, 1607]
paragraph: Bo'ness must have been very lucky one, but taken all over they cannot be grudged their win, while it may also be said that Broxburn were beaten and no more. [265, 163, 492, 225]
divider [842, 1241, 939, 1242]
league-header-cell: A [1254, 1485, 1262, 1497]
league-cell: 17 [1231, 1540, 1241, 1552]
league-cell: 9 [1236, 1623, 1241, 1635]
article-headline: DYKEHEAD V. BROXBURN ATHLETIC. [780, 865, 1001, 878]
paragraph: Benhar won the toss and kicked off. For twenty minutes the game was very even. Smith however scored their first goal from a well-directed shot, Benhar equalising soon after. A good game was played, and at half-time the score stood at two goals each. After the interval Uphall again took the lead, and won. [768, 1288, 1012, 1382]
league-cell: 1 [1193, 1498, 1199, 1511]
paragraph: On the resumption the Alloa forwards again set about their work, and a fine shot from Paul struck the post, and from the rebound Smith scored a third goal. Bathgate tried hard to improve, but their forwards could make little headway against the home defence. Alloa continued to have the best of matters, and Wiles scored a fourth goal with a long shot. Bathgate then made a spirited attack, but Gibson cleared the danger. Shortly before the end Young added a fifth for Alloa, and the game ended— [509, 1404, 752, 1563]
paragraph: Referee—Mr Rundall, Lochkall. [520, 1103, 661, 1116]
table-row [1028, 1594, 1285, 1608]
league-cell: 14 [1231, 1595, 1241, 1607]
paragraph: Davidson, the Bathgate custodian, played a great game, and is worthy of a higher place. M'Laren and Houston were fairly good backs, but the latter was not happy in his kicking at times. The halves did a great amount of work, and Gerrard was in good form. [768, 217, 1012, 295]
winners-list [265, 1373, 492, 1573]
league-cell: 3 [1193, 1568, 1199, 1580]
league-team-name: Dumbarton [1030, 1526, 1076, 1538]
article-headline: Alloa Athletic v. Bathgate. [510, 787, 751, 809]
congreves-elixir-advert [768, 1889, 1012, 2452]
league-cell: 2 [1193, 1526, 1199, 1538]
paragraph: The Hearts' backs were sound throughout, and completely nonplussed the Shamrock forwards on several occasions. [509, 599, 752, 644]
league-team-name: Royal Albert [1030, 1540, 1083, 1552]
league-cell: 18 [1231, 1526, 1241, 1538]
paragraph: To Bathgate Saturday's result was certainly a disappointment to the visitors, although opposed to fewer of their men. They were yet value for more goals than one. Alloa had all the luck going, and were cheered by their supporters. [1028, 637, 1285, 715]
table-row [1028, 1608, 1285, 1622]
column-2 [258, 44, 499, 2574]
column-rule [257, 44, 258, 2461]
paragraph: The forwards lacked some of the combination which distinguished the front rank of the 'Wasps.' The right wing served them well, while the centre was also a good man, when the chances offered. The best forward was Doak, who played centre-half, and gave a first-class display. [768, 303, 1012, 397]
advert-heading: ASTHMA. [1125, 1700, 1188, 1714]
table-row [1028, 1567, 1285, 1581]
column-rule [500, 44, 501, 2461]
paragraph: Bathgate Northern Thistle v. Vale of Grange, and the Shamrock forwards failed entirely. Broxburn Athletic had a good performance on Saturday, and the interest at Gorgie is as keen as ever. [1028, 814, 1285, 876]
paragraph: These clubs met at Bo'ness in the Scottish Juvenile Cup, when the Athletic won rather easily by 5 goals to 1. [768, 1542, 1012, 1588]
league-cell: 2 [1214, 1526, 1220, 1538]
paragraph: In the second half he did not get the same opportunity to shine, and at times looked practically an outsider. [265, 651, 492, 696]
paragraph: In Hospital Eighteen Weeks. Cured by VENO'S LIGHTNING COUGH CURE. [1028, 1728, 1285, 1758]
league-team-name: Stenhousemuir [1030, 1498, 1091, 1511]
league-cell: 10 [1273, 1526, 1284, 1538]
league-header-cell: D [1212, 1485, 1220, 1497]
paragraph: Bathgate are dropping the points pretty freely just now, and unless a change takes place before long they will be as near the foot of the table as they were the top a fortnight or so ago. [1028, 953, 1285, 1015]
paragraph: Broxburn—Veitch; M'Lean and Hickie; Neill, Tucker and Lowe; Archibald, Walker, Devine, Chambers and Atherton. [18, 352, 249, 397]
column-rule [1020, 44, 1021, 2461]
paragraph: Bo'ness—Wemyss; Sneddon and Crossan; Johnston, Simpson and Oates; M'Ghee, Greechan, Liddle, Smith and Prentice. [18, 298, 249, 344]
league-cell: 1 [1214, 1581, 1220, 1594]
